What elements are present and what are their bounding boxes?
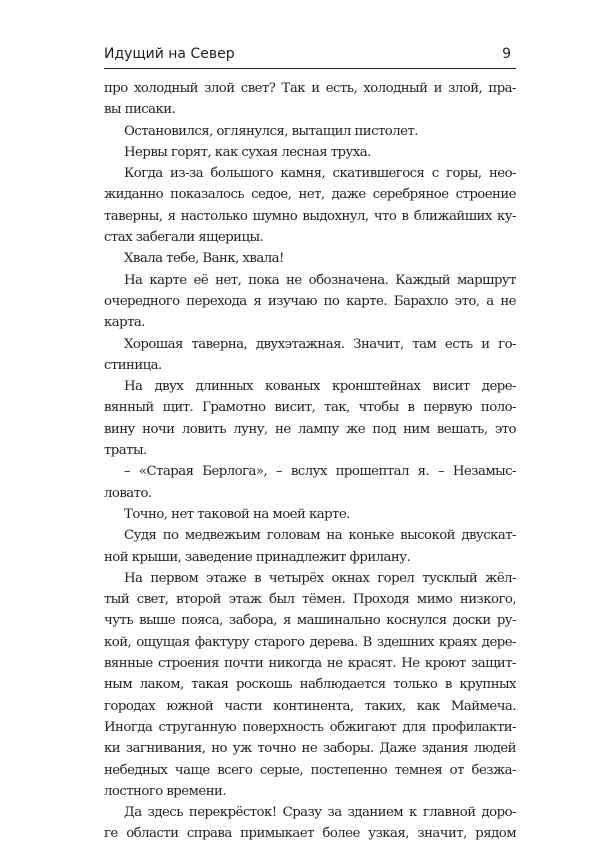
- text-line: Когда из-за большого камня, скатившегося с горы, нео-: [124, 166, 516, 182]
- text-line: ки загнивания, но уж точно не заборы. Даже здания людей: [104, 741, 516, 757]
- text-line: ным лаком, такая роскошь наблюдается только в крупных: [104, 677, 516, 693]
- page-number: 9: [502, 46, 511, 62]
- text-line: городах южной части континента, таких, как Маймеча.: [104, 698, 516, 714]
- text-line: Остановился, оглянулся, вытащил пистолет.: [124, 123, 418, 139]
- text-line: Да здесь перекрёсток! Сразу за зданием к главной доро-: [124, 805, 516, 821]
- text-line: очередного перехода я изучаю по карте. Барахло это, а не: [104, 293, 516, 309]
- body-text: [104, 78, 516, 845]
- text-line: стиница.: [104, 357, 162, 373]
- text-line: Точно, нет таковой на моей карте.: [124, 506, 350, 522]
- text-line: вянный щит. Грамотно висит, так, чтобы в первую поло-: [104, 400, 516, 416]
- text-line: На карте её нет, пока не обозначена. Каждый маршрут: [124, 272, 516, 288]
- text-line: тый свет, второй этаж был тёмен. Проходя мимо низкого,: [104, 592, 516, 608]
- text-line: траты.: [104, 443, 147, 459]
- text-line: ловато.: [104, 485, 152, 501]
- text-line: Судя по медвежьим головам на коньке высокой двускат-: [124, 528, 516, 544]
- text-line: кой, ощущая фактуру старого дерева. В здешних краях дере-: [104, 634, 516, 650]
- running-title: Идущий на Север: [104, 46, 235, 62]
- text-line: – «Старая Берлога», – вслух прошептал я. – Незамыс-: [124, 464, 516, 480]
- text-line: ге области справа примыкает более узкая, значит, рядом: [104, 826, 516, 842]
- text-line: таверны, я настолько шумно выдохнул, что в ближайших ку-: [104, 208, 516, 224]
- text-line: На двух длинных кованых кронштейнах висит дере-: [124, 379, 516, 395]
- text-line: Нервы горят, как сухая лесная труха.: [124, 144, 371, 160]
- text-line: Иногда струганную поверхность обжигают для профилакти-: [104, 719, 516, 735]
- text-line: лостного времени.: [104, 783, 227, 799]
- text-line: про холодный злой свет? Так и есть, холодный и злой, пра-: [104, 81, 516, 96]
- text-line: вянные строения почти никогда не красят. Не кроют защит-: [104, 656, 516, 672]
- text-line: вы писаки.: [104, 102, 176, 118]
- text-line: стах забегали ящерицы.: [104, 230, 264, 246]
- text-line: ной крыши, заведение принадлежит фрилану.: [104, 549, 411, 565]
- text-line: вину ночи ловить луну, не лампу же под ним вешать, это: [104, 421, 516, 437]
- running-header: [104, 46, 516, 69]
- text-line: небедных чаще всего серые, постепенно темнея от безжа-: [104, 762, 516, 778]
- text-line: На первом этаже в четырёх окнах горел тусклый жёл-: [124, 570, 516, 586]
- text-line: Хорошая таверна, двухэтажная. Значит, там есть и го-: [124, 336, 516, 352]
- text-line: Хвала тебе, Ванк, хвала!: [124, 251, 284, 267]
- text-line: карта.: [104, 315, 145, 331]
- text-line: жиданно показалось седое, нет, даже серебряное строение: [104, 187, 516, 203]
- text-line: чуть выше пояса, забора, я машинально коснулся доски ру-: [104, 613, 516, 629]
